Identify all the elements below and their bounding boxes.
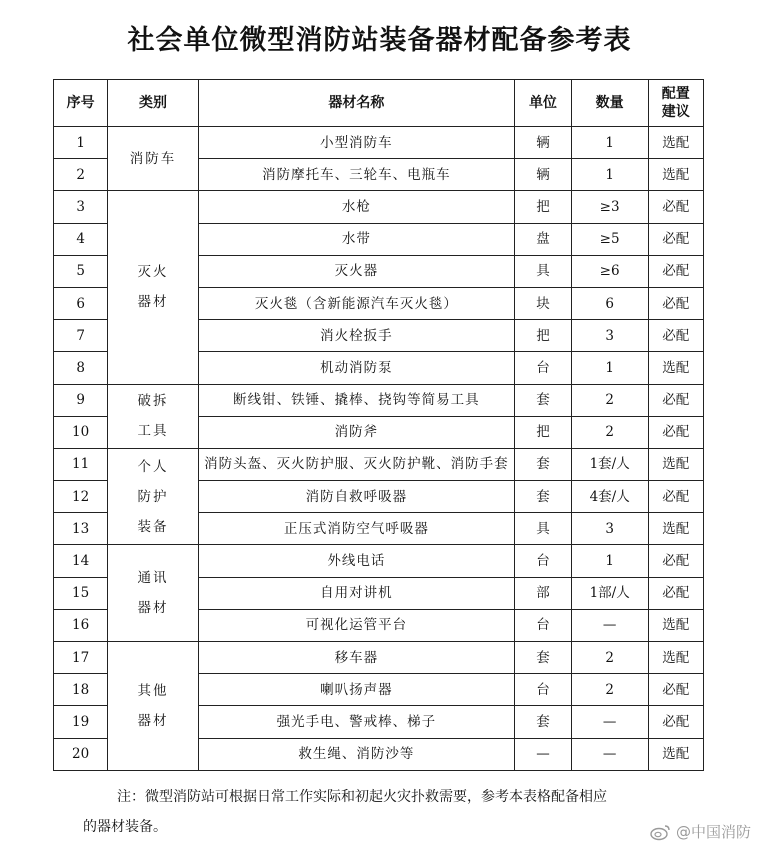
row-unit: 部 — [515, 577, 572, 609]
row-no: 12 — [54, 481, 108, 513]
watermark-text: @中国消防 — [675, 823, 751, 841]
row-unit: 把 — [515, 320, 572, 352]
row-no: 13 — [54, 513, 108, 545]
row-qty: 2 — [571, 642, 648, 674]
row-no: 6 — [54, 287, 108, 319]
header-name: 器材名称 — [198, 80, 515, 127]
row-name: 外线电话 — [198, 545, 515, 577]
row-qty: 1套/人 — [571, 448, 648, 480]
row-qty: 1 — [571, 545, 648, 577]
row-no: 7 — [54, 320, 108, 352]
row-qty: ≥5 — [571, 223, 648, 255]
row-category — [108, 545, 198, 642]
category-line: 防护 — [137, 488, 169, 505]
table-row — [54, 384, 704, 416]
page-title: 社会单位微型消防站装备器材配备参考表 — [127, 25, 632, 56]
table-row — [54, 127, 704, 159]
row-unit: 辆 — [515, 159, 572, 191]
header-suggestion-line1: 配置 — [661, 86, 690, 102]
row-name: 消防头盔、灭火防护服、灭火防护靴、消防手套 — [198, 448, 515, 480]
row-qty: — — [571, 738, 648, 770]
row-category — [108, 448, 198, 545]
row-suggestion: 必配 — [648, 577, 703, 609]
row-no: 19 — [54, 706, 108, 738]
row-suggestion: 选配 — [648, 609, 703, 641]
row-name: 移车器 — [198, 642, 515, 674]
row-suggestion: 选配 — [648, 738, 703, 770]
category-line: 个人 — [137, 458, 169, 475]
row-suggestion: 选配 — [648, 448, 703, 480]
row-no: 3 — [54, 191, 108, 223]
row-qty: ≥3 — [571, 191, 648, 223]
table-row — [54, 642, 704, 674]
row-no: 8 — [54, 352, 108, 384]
row-no: 18 — [54, 674, 108, 706]
row-suggestion: 必配 — [648, 706, 703, 738]
row-unit: 块 — [515, 287, 572, 319]
row-suggestion: 必配 — [648, 287, 703, 319]
row-unit: 辆 — [515, 127, 572, 159]
category-line: 灭火 — [137, 264, 169, 281]
header-qty: 数量 — [571, 80, 648, 127]
row-unit: 套 — [515, 448, 572, 480]
row-suggestion: 必配 — [648, 255, 703, 287]
weibo-icon — [650, 823, 672, 841]
category-line: 工具 — [137, 423, 169, 440]
row-name: 喇叭扬声器 — [198, 674, 515, 706]
row-suggestion: 必配 — [648, 384, 703, 416]
row-unit: 台 — [515, 545, 572, 577]
row-name: 正压式消防空气呼吸器 — [198, 513, 515, 545]
row-name: 消火栓扳手 — [198, 320, 515, 352]
category-line: 器材 — [137, 712, 169, 729]
header-suggestion — [648, 80, 703, 127]
row-category — [108, 642, 198, 771]
table-header-row — [54, 80, 704, 127]
watermark — [650, 821, 751, 842]
row-qty: 4套/人 — [571, 481, 648, 513]
category-line: 其他 — [137, 682, 169, 699]
row-qty: 2 — [571, 674, 648, 706]
row-qty: — — [571, 706, 648, 738]
row-unit: 盘 — [515, 223, 572, 255]
row-no: 5 — [54, 255, 108, 287]
row-qty: 3 — [571, 513, 648, 545]
row-name: 消防摩托车、三轮车、电瓶车 — [198, 159, 515, 191]
row-unit: 台 — [515, 674, 572, 706]
row-qty: 2 — [571, 384, 648, 416]
row-no: 4 — [54, 223, 108, 255]
row-no: 11 — [54, 448, 108, 480]
row-name: 可视化运管平台 — [198, 609, 515, 641]
row-unit: 具 — [515, 513, 572, 545]
row-qty: 3 — [571, 320, 648, 352]
row-no: 9 — [54, 384, 108, 416]
row-name: 机动消防泵 — [198, 352, 515, 384]
table-row — [54, 448, 704, 480]
equipment-table — [53, 79, 704, 771]
row-name: 消防斧 — [198, 416, 515, 448]
row-name: 强光手电、警戒棒、梯子 — [198, 706, 515, 738]
row-no: 20 — [54, 738, 108, 770]
row-name: 水带 — [198, 223, 515, 255]
row-qty: ≥6 — [571, 255, 648, 287]
category-line: 装备 — [137, 518, 169, 535]
row-suggestion: 选配 — [648, 352, 703, 384]
row-no: 15 — [54, 577, 108, 609]
row-unit: 具 — [515, 255, 572, 287]
row-no: 1 — [54, 127, 108, 159]
row-qty: 1部/人 — [571, 577, 648, 609]
row-unit: 套 — [515, 642, 572, 674]
row-unit: 把 — [515, 416, 572, 448]
row-unit: 套 — [515, 384, 572, 416]
row-name: 断线钳、铁锤、撬棒、挠钩等简易工具 — [198, 384, 515, 416]
header-category: 类别 — [108, 80, 198, 127]
row-suggestion: 选配 — [648, 642, 703, 674]
category-line: 器材 — [137, 600, 169, 617]
row-unit: 台 — [515, 352, 572, 384]
row-suggestion: 选配 — [648, 127, 703, 159]
row-name: 灭火毯（含新能源汽车灭火毯） — [198, 287, 515, 319]
row-unit: 套 — [515, 481, 572, 513]
row-suggestion: 必配 — [648, 320, 703, 352]
row-suggestion: 选配 — [648, 159, 703, 191]
row-name: 消防自救呼吸器 — [198, 481, 515, 513]
row-no: 17 — [54, 642, 108, 674]
row-suggestion: 必配 — [648, 191, 703, 223]
row-qty: 1 — [571, 159, 648, 191]
header-unit: 单位 — [515, 80, 572, 127]
row-name: 灭火器 — [198, 255, 515, 287]
row-unit: 台 — [515, 609, 572, 641]
row-name: 救生绳、消防沙等 — [198, 738, 515, 770]
row-no: 2 — [54, 159, 108, 191]
row-no: 14 — [54, 545, 108, 577]
row-category: 消防车 — [108, 127, 198, 191]
row-qty: 1 — [571, 127, 648, 159]
row-qty: 6 — [571, 287, 648, 319]
note-line1: 注：微型消防站可根据日常工作实际和初起火灾扑救需要，参考本表格配备相应 — [117, 789, 607, 805]
row-qty: 1 — [571, 352, 648, 384]
row-category — [108, 191, 198, 384]
row-suggestion: 必配 — [648, 223, 703, 255]
row-unit: 把 — [515, 191, 572, 223]
table-body — [54, 127, 704, 771]
row-qty: — — [571, 609, 648, 641]
row-name: 自用对讲机 — [198, 577, 515, 609]
row-suggestion: 必配 — [648, 674, 703, 706]
row-name: 小型消防车 — [198, 127, 515, 159]
table-row — [54, 545, 704, 577]
row-suggestion: 必配 — [648, 416, 703, 448]
table-row — [54, 191, 704, 223]
category-line: 破拆 — [137, 393, 169, 410]
row-no: 16 — [54, 609, 108, 641]
row-unit: — — [515, 738, 572, 770]
category-line: 通讯 — [137, 570, 169, 587]
row-category — [108, 384, 198, 448]
header-suggestion-line2: 建议 — [661, 104, 690, 120]
row-unit: 套 — [515, 706, 572, 738]
row-suggestion: 必配 — [648, 545, 703, 577]
category-line: 器材 — [137, 294, 169, 311]
note-line2: 的器材装备。 — [83, 819, 167, 835]
header-no: 序号 — [54, 80, 108, 127]
row-name: 水枪 — [198, 191, 515, 223]
row-suggestion: 必配 — [648, 481, 703, 513]
row-no: 10 — [54, 416, 108, 448]
row-qty: 2 — [571, 416, 648, 448]
row-suggestion: 选配 — [648, 513, 703, 545]
